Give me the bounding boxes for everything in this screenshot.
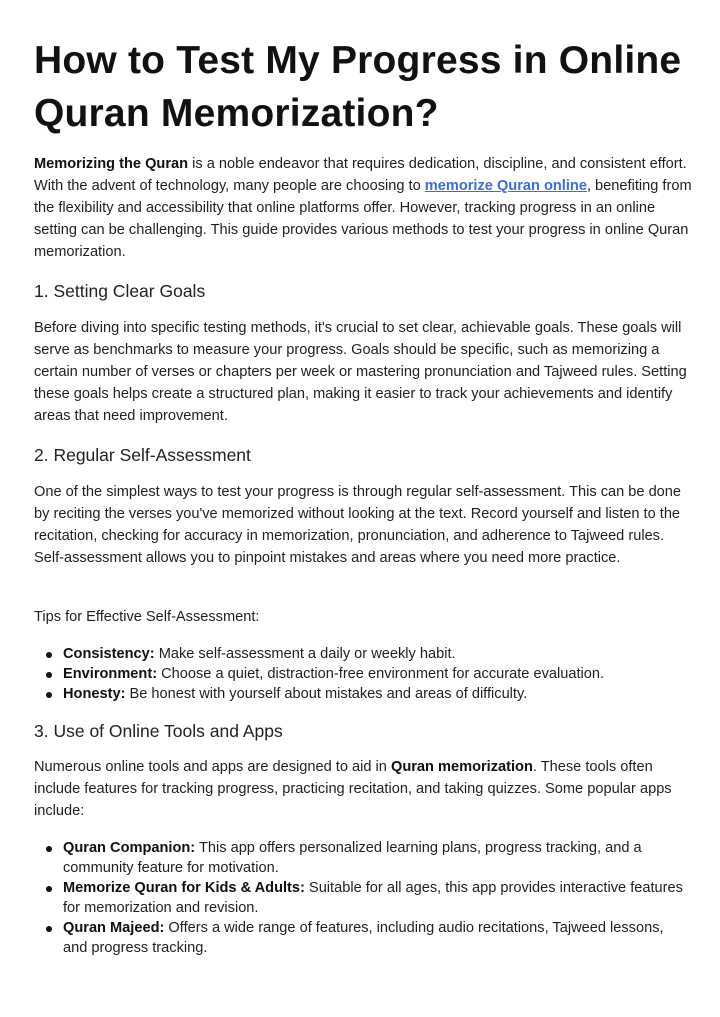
list-item <box>34 644 684 664</box>
tools-text-2: . These tools often include features for tracking progress, practicing recitation, and taking quizzes. Some popular apps include: <box>34 759 672 819</box>
section-heading-online-tools: 3. Use of Online Tools and Apps <box>34 721 283 741</box>
list-item <box>34 878 684 918</box>
memorize-quran-online-link[interactable]: memorize Quran online <box>424 178 587 194</box>
app-label: Quran Companion: <box>63 840 196 856</box>
intro-text-2: , benefiting from the flexibility and accessibility that online platforms offer. However, tracking progress in an online setting can be challenging. This guide provides various methods to test your progress in online Quran memorization. <box>34 178 692 260</box>
tip-label: Consistency: <box>63 646 155 662</box>
list-item <box>34 684 684 704</box>
tips-list <box>34 644 684 704</box>
app-label: Memorize Quran for Kids & Adults: <box>63 880 305 896</box>
section-body-online-tools <box>34 756 694 822</box>
tip-text: Choose a quiet, distraction-free environment for accurate evaluation. <box>157 666 605 682</box>
list-item <box>34 838 684 878</box>
tip-text: Make self-assessment a daily or weekly habit. <box>154 646 456 662</box>
tips-intro: Tips for Effective Self-Assessment: <box>34 609 260 625</box>
page-title: How to Test My Progress in Online Quran Memorization? <box>34 39 682 135</box>
apps-list <box>34 838 684 958</box>
section-heading-self-assessment: 2. Regular Self-Assessment <box>34 445 251 465</box>
list-item <box>34 918 684 958</box>
section-heading-goals: 1. Setting Clear Goals <box>34 281 206 301</box>
intro-paragraph <box>34 153 694 263</box>
app-text: This app offers personalized learning plans, progress tracking, and a community feature for motivation. <box>63 840 642 876</box>
app-text: Offers a wide range of features, including audio recitations, Tajweed lessons, and progress tracking. <box>63 920 664 956</box>
tip-label: Honesty: <box>63 686 126 702</box>
app-label: Quran Majeed: <box>63 920 165 936</box>
tools-bold: Quran memorization <box>390 759 533 775</box>
intro-text-1: is a noble endeavor that requires dedication, discipline, and consistent effort. With the advent of technology, many people are choosing to <box>34 156 687 194</box>
intro-bold-lead: Memorizing the Quran <box>34 156 189 172</box>
tip-text: Be honest with yourself about mistakes and areas of difficulty. <box>125 686 528 702</box>
section-body-goals: Before diving into specific testing methods, it's crucial to set clear, achievable goals. These goals will serve as benchmarks to measure your progress. Goals should be specific, such as memorizing a certain number of verses or chapters per week or mastering pronunciation and Tajweed rules. Setting these goals helps create a structured plan, making it easier to track your achievements and identify areas that need improvement. <box>34 320 687 424</box>
tip-label: Environment: <box>63 666 158 682</box>
app-text: Suitable for all ages, this app provides interactive features for memorization and revision. <box>63 880 683 916</box>
section-body-self-assessment: One of the simplest ways to test your progress is through regular self-assessment. This can be done by reciting the verses you've memorized without looking at the text. Record yourself and listen to the recitation, checking for accuracy in memorization, pronunciation, and adherence to Tajweed rules. Self-assessment allows you to pinpoint mistakes and areas where you need more practice. <box>34 484 682 566</box>
tools-text-1: Numerous online tools and apps are designed to aid in <box>34 759 391 775</box>
list-item <box>34 664 684 684</box>
